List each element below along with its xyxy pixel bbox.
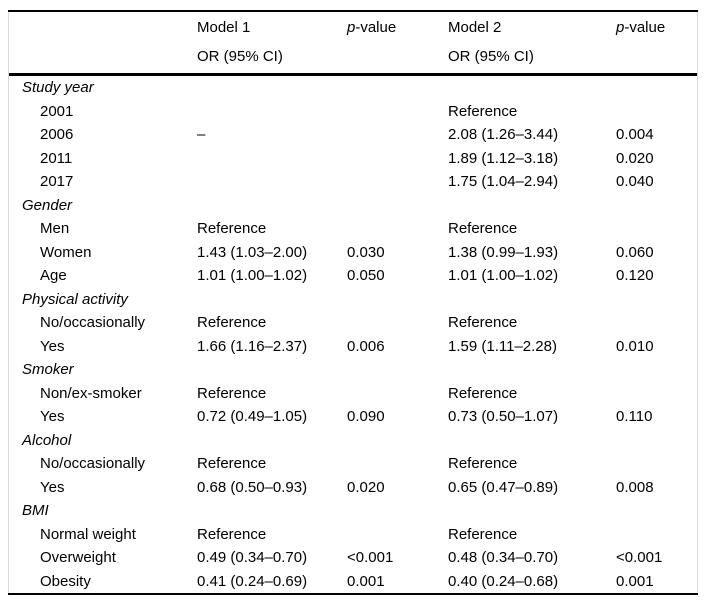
cell-m1-p [347,194,448,218]
cell-m2-or: 0.40 (0.24–0.68) [448,572,559,590]
cell-m2-p [616,100,697,124]
table-row [9,452,697,476]
cell-m1-p [347,170,448,194]
cell-m2-or: 1.75 (1.04–2.94) [448,173,559,190]
header-pvalue-1-title [347,20,448,35]
pvalue-p-italic: p [347,19,356,36]
cell-m2-p: 0.040 [616,173,654,190]
section-header-row [9,288,697,312]
cell-m1-p [347,311,448,335]
cell-m1-p: 0.090 [347,408,385,425]
cell-m2-or: Reference [448,455,518,472]
cell-m1-p [347,76,448,100]
cell-m1-or: Reference [197,384,267,402]
cell-m2-p: 0.004 [616,126,654,143]
table-header-row [9,12,697,73]
cell-m1-or: 0.72 (0.49–1.05) [197,408,308,425]
cell-m2-p [616,194,697,218]
cell-m1-or [197,288,347,312]
table-row [9,311,697,335]
cell-m2-or: 1.38 (0.99–1.93) [448,243,559,261]
cell-m2-p: 0.001 [616,572,654,590]
table-row [9,405,697,429]
row-label: Normal weight [40,525,136,543]
cell-m2-or: Reference [448,314,518,331]
cell-m1-p: 0.020 [347,478,385,496]
cell-m1-p [347,523,448,547]
cell-m2-or: Reference [448,220,518,237]
row-label: Gender [22,196,73,214]
cell-m1-or: 1.66 (1.16–2.37) [197,337,308,355]
row-label: Alcohol [22,431,72,449]
cell-m2-or: Reference [448,384,518,402]
header-pvalue-2-title [616,20,697,35]
cell-m1-p [347,288,448,312]
cell-m1-p [347,358,448,382]
header-pvalue-1 [347,20,448,64]
cell-m1-p: 0.001 [347,572,385,590]
cell-m2-or [448,76,616,100]
cell-m1-p [347,217,448,241]
pvalue-rest: -value [624,19,666,36]
cell-m1-or: 0.68 (0.50–0.93) [197,478,308,496]
cell-m1-or [197,170,347,194]
regression-results-table [8,10,698,595]
row-label: Non/ex-smoker [40,384,142,402]
cell-m1-or [197,100,347,124]
row-label: Study year [22,79,94,96]
section-header-row [9,499,697,523]
cell-m2-or [448,429,616,453]
cell-m2-or: 2.08 (1.26–3.44) [448,126,559,143]
cell-m2-p: <0.001 [616,549,663,566]
cell-m2-or: 1.01 (1.00–1.02) [448,267,559,284]
cell-m1-or: Reference [197,525,267,543]
row-label: 2017 [40,173,74,190]
row-label: Smoker [22,361,74,378]
cell-m2-or: 0.65 (0.47–0.89) [448,478,559,496]
cell-m2-p [616,76,697,100]
section-header-row [9,429,697,453]
header-model1-title: Model 1 [197,19,251,36]
cell-m1-or [197,194,347,218]
cell-m2-p: 0.010 [616,337,654,355]
table-row [9,170,697,194]
cell-m2-or: 1.59 (1.11–2.28) [448,337,557,355]
cell-m1-or [197,429,347,453]
row-label: 2006 [40,126,74,143]
header-model2-orci: OR (95% CI) [448,48,534,65]
row-label: Physical activity [22,290,128,308]
cell-m1-p: 0.006 [347,337,385,355]
cell-m1-p [347,147,448,171]
cell-m2-p [616,499,697,523]
cell-m2-p [616,452,697,476]
cell-m2-p [616,429,697,453]
cell-m1-p [347,123,448,147]
table-row [9,264,697,288]
table-row [9,217,697,241]
cell-m1-or: – [197,126,206,143]
cell-m2-p [616,523,697,547]
cell-m1-p [347,452,448,476]
row-label: 2011 [40,149,73,167]
header-model1-orci: OR (95% CI) [197,48,283,65]
section-header-row [9,194,697,218]
cell-m1-or: 1.43 (1.03–2.00) [197,243,308,261]
cell-m2-p: 0.110 [616,408,653,425]
cell-m1-or: 0.41 (0.24–0.69) [197,572,308,590]
cell-m1-p [347,429,448,453]
row-label: Yes [40,337,65,355]
row-label: No/occasionally [40,455,146,472]
cell-m1-or [197,76,347,100]
row-label: BMI [22,502,49,519]
cell-m2-p: 0.008 [616,478,654,496]
cell-m1-p: 0.050 [347,267,385,284]
header-model2-title: Model 2 [448,19,502,36]
table-row [9,335,697,359]
table-row [9,147,697,171]
header-pvalue-2 [616,20,697,64]
table-row [9,382,697,406]
row-label: Men [40,220,70,237]
table-body [9,76,697,593]
cell-m2-or [448,499,616,523]
cell-m2-or [448,358,616,382]
cell-m2-p: 0.060 [616,243,654,261]
cell-m2-p [616,217,697,241]
table-row [9,476,697,500]
section-header-row [9,358,697,382]
cell-m1-or [197,147,347,171]
cell-m1-or [197,358,347,382]
cell-m1-or [197,499,347,523]
header-model1 [197,20,347,64]
cell-m2-p [616,358,697,382]
row-label: 2001 [40,102,74,120]
row-label: Yes [40,408,65,425]
table-row [9,241,697,265]
header-label-spacer [9,20,197,64]
row-label: Obesity [40,572,91,590]
cell-m1-p [347,499,448,523]
table-row [9,570,697,594]
cell-m1-p: 0.030 [347,243,385,261]
cell-m1-p [347,100,448,124]
cell-m2-p: 0.120 [616,267,654,284]
cell-m1-p [347,382,448,406]
row-label: Women [40,243,92,261]
cell-m2-or [448,288,616,312]
cell-m2-p [616,288,697,312]
cell-m1-or: Reference [197,220,267,237]
table-row [9,123,697,147]
cell-m2-or: Reference [448,102,518,120]
table-row [9,523,697,547]
section-header-row [9,76,697,100]
cell-m1-or: 1.01 (1.00–1.02) [197,267,308,284]
cell-m2-or: 0.73 (0.50–1.07) [448,408,559,425]
cell-m2-or: Reference [448,525,518,543]
table-row [9,100,697,124]
cell-m2-or: 0.48 (0.34–0.70) [448,549,559,566]
row-label: Overweight [40,549,116,566]
cell-m1-or: Reference [197,455,267,472]
row-label: No/occasionally [40,314,146,331]
table-inner [8,12,698,593]
cell-m2-p: 0.020 [616,149,654,167]
table-row [9,546,697,570]
cell-m1-p: <0.001 [347,549,394,566]
cell-m2-or: 1.89 (1.12–3.18) [448,149,559,167]
pvalue-rest: -value [355,19,397,36]
cell-m2-or [448,194,616,218]
cell-m1-or: Reference [197,314,267,331]
cell-m1-or: 0.49 (0.34–0.70) [197,549,308,566]
table-bottom-rule [8,593,698,595]
pvalue-p-italic: p [616,19,625,36]
row-label: Yes [40,478,65,496]
cell-m2-p [616,382,697,406]
cell-m2-p [616,311,697,335]
header-model2 [448,20,616,64]
row-label: Age [40,267,67,284]
